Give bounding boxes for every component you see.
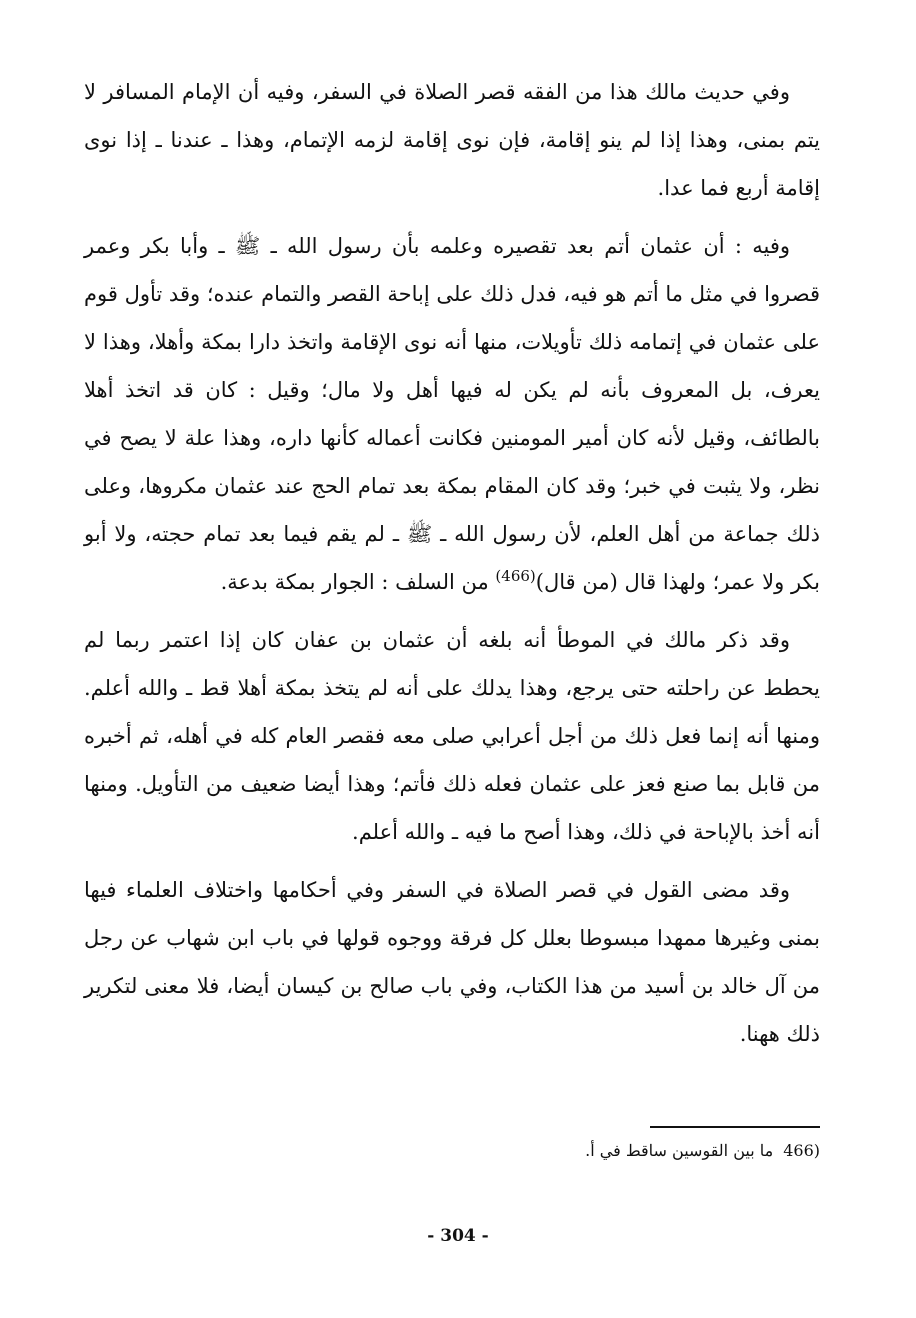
paragraph-4-text: وقد مضى القول في قصر الصلاة في السفر وفي أحكامها واختلاف العلماء فيها بمنى وغيرها ممهدا مبسوطا بعلل كل فرقة ووجوه قولها في باب ابن شهاب عن رجل من آل خالد بن أسيد من هذا الكتاب، وفي باب صالح بن كيسان أيضا، فلا معنى لتكرير ذلك ههنا. (84, 878, 820, 1046)
footnote-reference: (466) (495, 567, 536, 585)
footnote-number: (466 (783, 1141, 820, 1160)
page-number: - 304 - (427, 1226, 489, 1246)
paragraph-2-text-continued: من السلف : الجوار بمكة بدعة. (220, 570, 496, 594)
footnote (220, 1136, 820, 1166)
paragraph-1-text: وفي حديث مالك هذا من الفقه قصر الصلاة في السفر، وفيه أن الإمام المسافر لا يتم بمنى، وهذا إذا لم ينو إقامة، فإن نوى إقامة لزمه الإتمام، وهذا ـ عندنا ـ إذا نوى إقامة أربع فما عدا. (84, 80, 820, 200)
paragraph-3 (84, 616, 820, 856)
paragraph-2 (84, 222, 820, 606)
footnote-divider (650, 1126, 820, 1128)
paragraph-2-text: وفيه : أن عثمان أتم بعد تقصيره وعلمه بأن رسول الله ـ ﷺ ـ وأبا بكر وعمر قصروا في مثل ما أتم هو فيه، فدل ذلك على إباحة القصر والتمام عنده؛ وقد تأول قوم على عثمان في إتمامه ذلك تأويلات، منها أنه نوى الإقامة واتخذ دارا بمكة وأهلا، وهذا لا يعرف، بل المعروف بأنه لم يكن له فيها أهل ولا مال؛ وقيل : كان قد اتخذ أهلا بالطائف، وقيل لأنه كان أمير المومنين فكانت أعماله كأنها داره، وهذا علة لا يصح في نظر، ولا يثبت في خبر؛ وقد كان المقام بمكة بعد تمام الحج عند عثمان مكروها، وعلى ذلك جماعة من أهل العلم، لأن رسول الله ـ ﷺ ـ لم يقم فيما بعد تمام حجته، ولا أبو بكر ولا عمر؛ ولهذا قال (من قال) (84, 234, 820, 594)
main-text (84, 68, 820, 1058)
paragraph-1 (84, 68, 820, 212)
footnote-text: ما بين القوسين ساقط في أ. (585, 1141, 774, 1160)
paragraph-4 (84, 866, 820, 1058)
paragraph-3-text: وقد ذكر مالك في الموطأ أنه بلغه أن عثمان بن عفان كان إذا اعتمر ربما لم يحطط عن راحلته حتى يرجع، وهذا يدلك على أنه لم يتخذ بمكة أهلا قط ـ والله أعلم. ومنها أنه إنما فعل ذلك من أجل أعرابي صلى معه فقصر العام كله في أهله، ثم أخبره من قابل بما صنع فعز على عثمان فعله ذلك فأتم؛ وهذا أيضا ضعيف من التأويل. ومنها أنه أخذ بالإباحة في ذلك، وهذا أصح ما فيه ـ والله أعلم. (84, 628, 820, 844)
